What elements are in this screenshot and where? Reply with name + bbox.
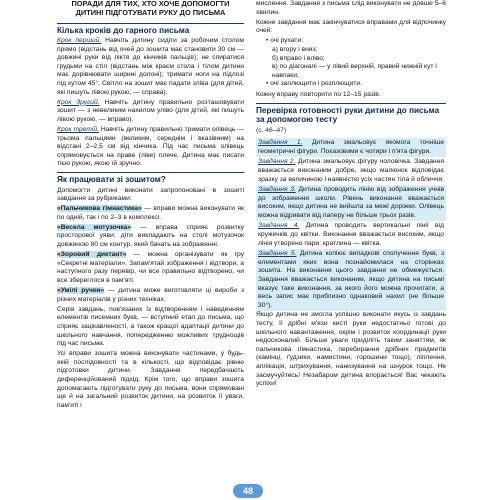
test-1 [256, 138, 446, 157]
test-4-text: Дитина проводить вертикальні лінії від кружечків до квітки. Виконання вважається високим, якщо лінія утворено пари: кратлина — квітка. [258, 222, 445, 247]
continuation-paragraph: мислення. Завдання з письма слід виконувати не довше 5–6 хвилин. [256, 0, 446, 16]
rubric-2 [57, 224, 244, 250]
step-1-paragraph [57, 37, 244, 97]
test-1-label: Завдання 1. [258, 139, 303, 147]
eye-item: • очі заплющити і розплющити. [266, 80, 363, 88]
step-1-label: Крок перший. [57, 37, 102, 45]
rubric-1-label: «Пальчикова гімнастика» [57, 205, 142, 213]
rubric-4-label: «Умілі ручки» [57, 287, 105, 295]
rubric-3 [57, 251, 244, 285]
rubric-3-label: «Зоровий диктант» [57, 251, 127, 259]
steps-heading: Кілька кроків до гарного письма [57, 23, 244, 36]
eye-item: • очі рухати: [266, 37, 304, 45]
rubric-1 [57, 205, 244, 222]
page-number: 48 [233, 484, 263, 498]
series-paragraph: Серія завдань, пов'язаних із відтворенням і наведенням елементів писемних букв, — вступний етап до письма, що сприяє зацікавленості, а також кращої адаптації дитини до шкільного навчання, попередженню можливих труднощів під час письма. [57, 305, 244, 348]
check-heading: Перевірка готовності руки дитини до письма за допомогою тесту [256, 103, 446, 125]
eye-item: а) вгору і вниз; [272, 45, 318, 53]
test-5-text: Дитина копіює випадкові сполучення букв, з елементами яких вона познайомилася на сторінках зошита. На виконання цього завдання не обмежується. Завдання вважається виконаним, якщо дитина на письмі вказує таке виконання, за якого його можна прочитати, а весь запис має приблизно однаковий нахил (не більше 30°). [258, 250, 445, 309]
rubric-4-text: — дитина може виготовляти ці вироби з різних матеріалів у різних техніках. [57, 287, 244, 303]
test-1-text: Дитина змальовує якомога точніше геометричні фігури. Показовими є чотири і п'ята фігури. [258, 139, 444, 155]
rubric-4 [57, 287, 244, 304]
exercise-intro: Кожне завдання має закінчуватися вправами для відпочинку очей: [256, 18, 446, 35]
eye-item: в) по діагоналі — у лівий верхній, правий нижній кут і навпаки; [272, 63, 437, 79]
step-2-text: Навчіть дитину правильно розташовувати зошит — з невеликим нахилом уліво (для дітей, які пишуть лівою рукою, — вправо). [57, 98, 244, 123]
test-5 [256, 249, 446, 311]
step-1-text: Навчіть дитину сидіти за робочим столом прямо (відстань від очей до зошита має становити 30 см — довжині руки від ліктя до кінчиків пальців); не спиратися грудьми на стіл (відстань між краєм стола і тілом дитини має дорівнювати ширині долоні); тримати ноги на підлозі під кутом 45°. Світло на зошит має падати зліва (для дітей, які пишуть лівою рукою, — справа). [57, 37, 244, 96]
rubric-1-text: — вправи можна виконувати як по одній, так і по 2–3 в комплексі. [57, 205, 244, 221]
test-3-text: Дитина проводить лінію від зображення учнів до зображення школи. Рівень виконання вважається високим, якщо дитина не вийшла за межі доріжки. Олівець можна відривати від паперу не більше трьох разів. [258, 186, 445, 219]
right-column [256, 0, 446, 482]
left-column [57, 0, 244, 482]
step-3-label: Крок третій. [57, 126, 99, 134]
test-2 [256, 157, 446, 185]
step-3-paragraph [57, 126, 244, 169]
step-2-label: Крок другий. [57, 98, 100, 106]
rubric-2-text: — вправа сприяє розвитку просторової уяви: діти викладають на столі мотузочок довжиною 80 см контур, який бачать на зображенні. [57, 223, 244, 249]
test-3-label: Завдання 3. [258, 186, 296, 194]
eye-item: б) вправо і вліво; [272, 54, 325, 62]
test-5-label: Завдання 5. [258, 250, 297, 258]
page-title: ПОРАДИ ДЛЯ ТИХ, ХТО ХОЧЕ ДОПОМОГТИ ДИТИНІ ПІДГОТУВАТИ РУКУ ДО ПИСЬМА [71, 0, 230, 17]
test-2-text: Дитина змальовує фігуру чоловічка. Завдання вважається виконаним добре, якщо малюнок відповідає зразку за величиною і наявністю усіх частин тіла й обличчя. [258, 158, 445, 183]
step-3-text: Навчіть дитину правильно тримати олівець — трьома пальцями (великим, середнім і вказівним) на відстані 2–2,5 см від кінчика. Під час письма олівець спрямовується на праве (ліве) плече. Дитина має писати тією рукою, якою їй зручно. [57, 126, 244, 168]
notebook-heading: Як працювати зі зошитом? [57, 172, 244, 185]
final-paragraph: Усі вправи зошита можна виконувати частинами, у будь-якій послідовності та в кількості, що відповідає рівню підготовки дитини. Завдання передбачають диференційований підхід. Крім того, що вправи зошита допомагають підготувати руку до письма, вони спрямовані ще й на загальний розвиток дитини, на розвиток її уваги, пам'яті і [57, 350, 244, 409]
check-pages: (с. 46–47) [256, 126, 287, 134]
rubric-3-text: — можна організувати як гру «Секретні матеріали». Запам'ятай зображення і відтвори, а наступного разу перевір, чи все правильно відтворено, чи все збереглося в пам'яті. [57, 251, 244, 284]
eye-exercise-list [256, 37, 446, 89]
test-4 [256, 221, 446, 249]
repeat-text: Кожну вправу повторити по 12–15 разів. [256, 90, 381, 98]
notebook-intro: Допомогти дитині виконати запропоновані в зошиті завдання за рубриками: [57, 186, 244, 203]
test-2-label: Завдання 2. [258, 158, 296, 166]
step-2-paragraph [57, 99, 244, 125]
closing-paragraph: Якщо дитина не змогла успішно виконати якусь із завдань тесту, її дрібні м'язи кисті руки недостатньо готові до шкільного навантаження, окрім і розвиток координації руки недосконалий. Більше уваги приділіть таким заняттям, як пальчикова гімнастика, перебирання дрібних предметів (камінці, ґудзики, намистини, горошини тощо), ліплення, аплікація, штрихування, нанизування на шнурок тощо. Не засмучуйтесь! Незабаром дитина впорається! Вас чекають успіхи! [256, 311, 446, 388]
rubric-2-label: «Весела мотузочка» [57, 223, 132, 231]
test-4-label: Завдання 4. [258, 222, 300, 230]
test-3 [256, 185, 446, 221]
